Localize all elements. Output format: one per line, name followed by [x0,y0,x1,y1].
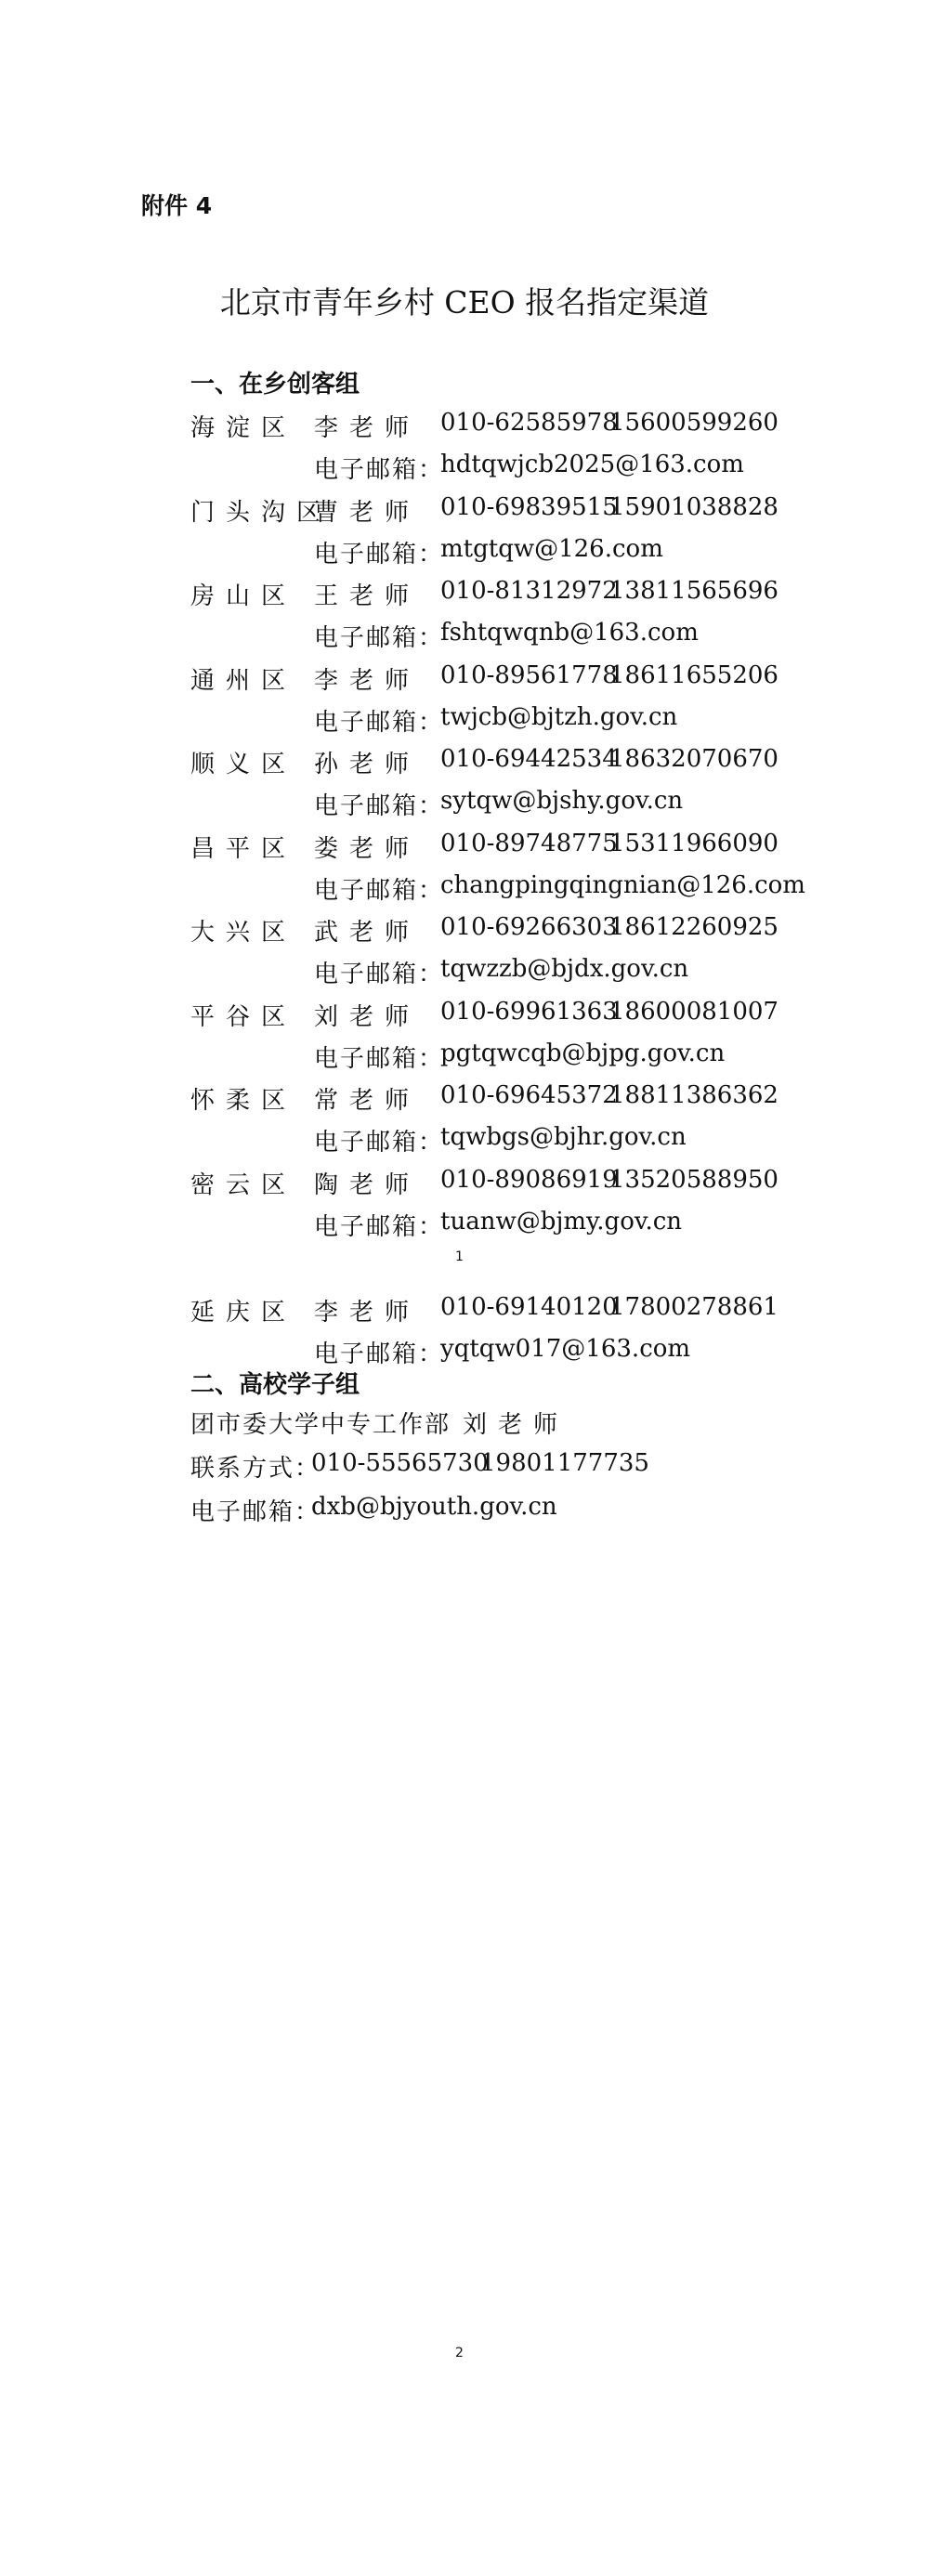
district-name: 顺义区 [190,751,297,778]
district-name: 怀柔区 [190,1087,297,1115]
district-name: 平谷区 [190,1002,297,1031]
mobile-phone: 15901038828 [609,492,779,521]
email-address: changpingqingnian@126.com [440,870,805,899]
contact-mobile: 19801177735 [480,1449,649,1477]
office-phone: 010-69645372 [440,1081,618,1109]
email-label: 电子邮箱： [314,456,445,484]
office-phone: 010-81312972 [440,577,618,605]
district-name: 大兴区 [190,919,297,947]
section-2-heading: 二、高校学子组 [190,1371,360,1399]
contact-phone: 010-55565730 [311,1449,489,1477]
dept-contact: 刘老师 [463,1411,569,1439]
office-phone: 010-89561778 [440,660,618,689]
office-phone: 010-69961363 [440,997,618,1026]
contact-label: 联系方式： [190,1455,321,1483]
district-name: 昌平区 [190,834,297,863]
mobile-phone: 18611655206 [609,660,779,689]
office-phone: 010-62585978 [440,409,618,437]
email-address: mtgtqw@126.com [440,534,663,563]
email-label: 电子邮箱： [314,961,445,988]
contact-email: dxb@bjyouth.gov.cn [311,1493,557,1521]
email-address: sytqw@bjshy.gov.cn [440,787,684,815]
district-name: 房山区 [190,582,297,610]
dept-name: 团市委大学中专工作部 [190,1411,451,1439]
mobile-phone: 18612260925 [609,913,779,941]
contact-name: 陶老师 [314,1170,421,1199]
contact-name: 刘老师 [314,1002,421,1031]
page-number-1: 1 [455,1249,464,1264]
email-label: 电子邮箱： [190,1498,321,1526]
email-label: 电子邮箱： [314,876,445,905]
mobile-phone: 13520588950 [609,1165,779,1194]
email-address: pgtqwcqb@bjpg.gov.cn [440,1039,726,1067]
office-phone: 010-89086919 [440,1165,618,1194]
contact-name: 武老师 [314,919,421,947]
email-label: 电子邮箱： [314,708,445,737]
email-address: yqtqw017@163.com [440,1335,691,1363]
office-phone: 010-89748775 [440,829,618,857]
mobile-phone: 18600081007 [609,997,779,1026]
district-name: 密云区 [190,1170,297,1199]
contact-name: 李老师 [314,666,421,695]
email-address: tuanw@bjmy.gov.cn [440,1207,683,1236]
mobile-phone: 17800278861 [609,1293,779,1321]
email-label: 电子邮箱： [314,792,445,820]
email-address: hdtqwjcb2025@163.com [440,451,744,478]
contact-name: 曹老师 [314,498,421,527]
district-name: 通州区 [190,666,297,695]
office-phone: 010-69442534 [440,745,618,773]
mobile-phone: 18632070670 [609,745,779,773]
mobile-phone: 18811386362 [609,1081,779,1109]
office-phone: 010-69839515 [440,492,618,521]
contact-name: 孙老师 [314,751,421,778]
email-address: tqwbgs@bjhr.gov.cn [440,1123,687,1151]
office-phone: 010-69140120 [440,1293,618,1321]
district-name: 海淀区 [190,414,297,442]
email-address: fshtqwqnb@163.com [440,619,699,647]
email-label: 电子邮箱： [314,1340,445,1368]
mobile-phone: 15311966090 [609,829,779,857]
district-name: 门头沟区 [190,498,333,527]
email-label: 电子邮箱： [314,1212,445,1241]
district-name: 延庆区 [190,1299,297,1327]
email-label: 电子邮箱： [314,624,445,652]
mobile-phone: 13811565696 [609,577,779,605]
mobile-phone: 15600599260 [609,409,779,437]
page-number-2: 2 [455,2346,464,2360]
document-title: 北京市青年乡村 CEO 报名指定渠道 [219,284,710,320]
email-label: 电子邮箱： [314,540,445,569]
email-address: twjcb@bjtzh.gov.cn [440,702,678,731]
attachment-label: 附件 4 [141,192,213,219]
email-address: tqwzzb@bjdx.gov.cn [440,955,689,983]
contact-name: 王老师 [314,582,421,610]
email-label: 电子邮箱： [314,1044,445,1073]
email-label: 电子邮箱： [314,1129,445,1157]
contact-name: 李老师 [314,1299,421,1327]
contact-name: 李老师 [314,414,421,442]
office-phone: 010-69266303 [440,913,618,941]
contact-name: 常老师 [314,1087,421,1115]
contact-name: 娄老师 [314,834,421,863]
section-1-heading: 一、在乡创客组 [190,371,360,399]
